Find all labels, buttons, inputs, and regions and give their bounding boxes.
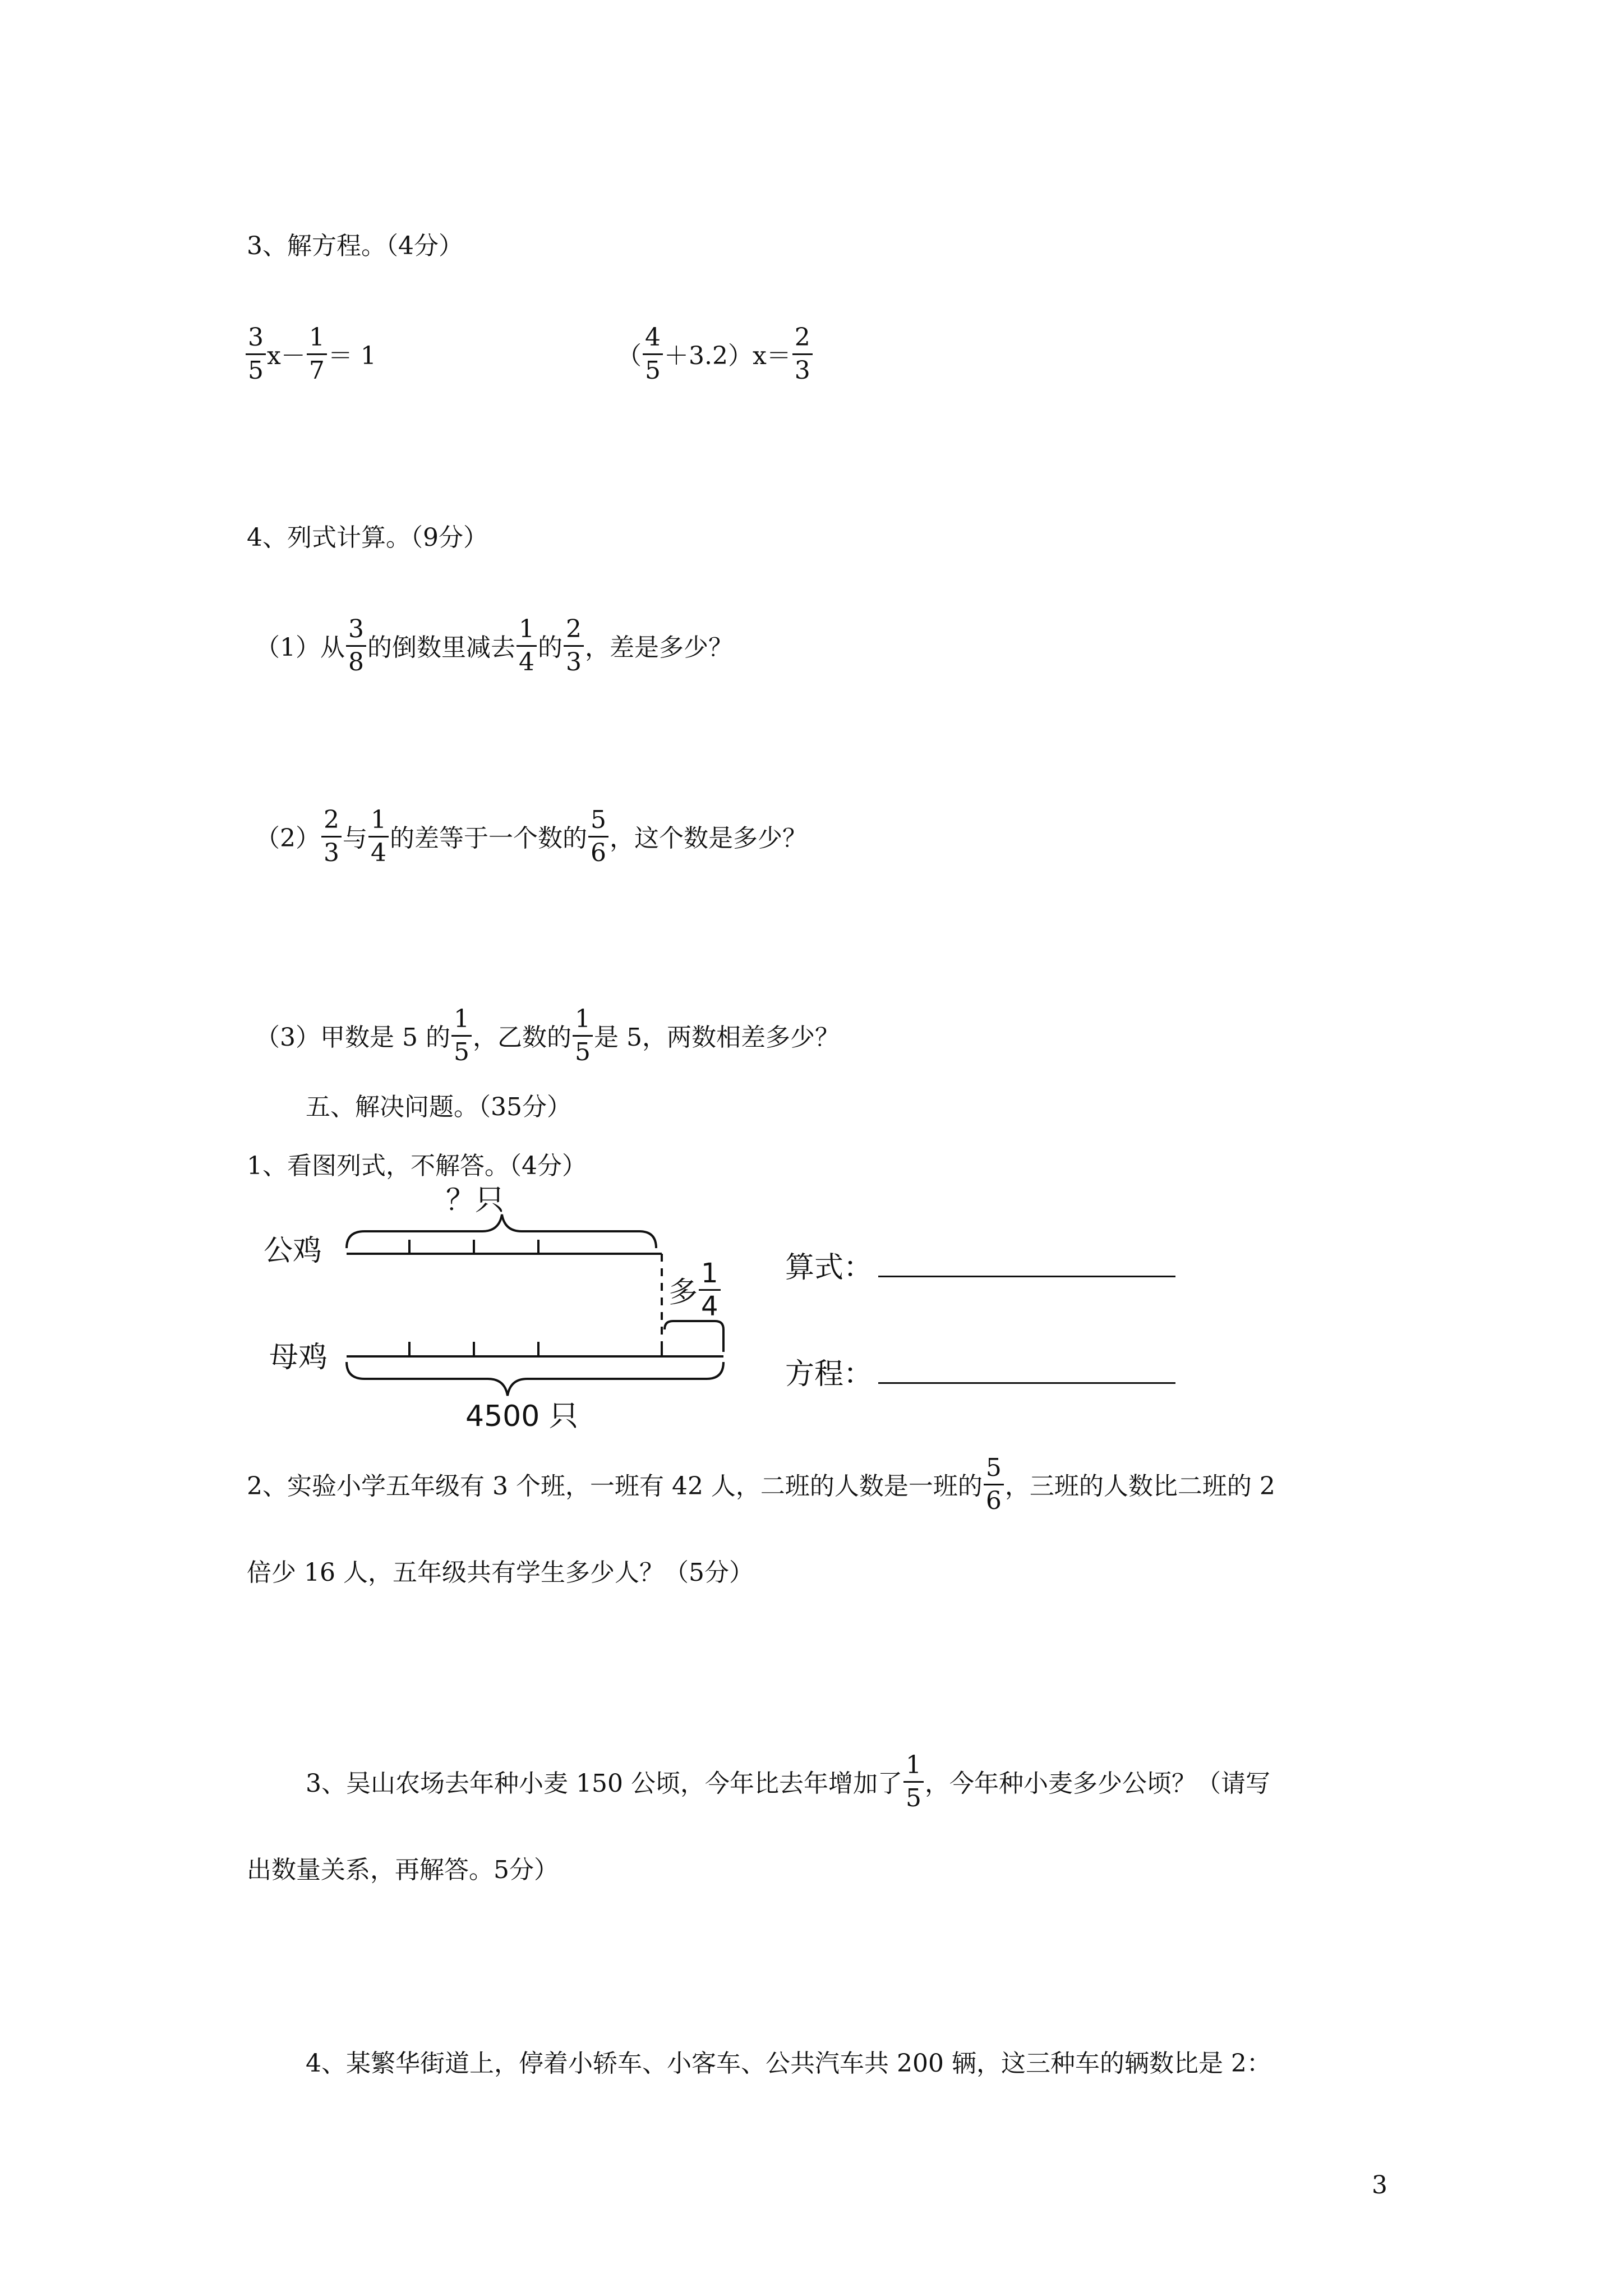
fraction: $\frac{2}{3}$ — [564, 614, 584, 678]
fraction: $\frac{1}{7}$ — [307, 322, 327, 386]
line-segment-diagram — [247, 1184, 1032, 1442]
formula-answer — [785, 1251, 1175, 1285]
equation-answer — [785, 1358, 1175, 1391]
fraction: $\frac{3}{5}$ — [246, 322, 266, 386]
equation-label: 方程： — [785, 1358, 873, 1391]
fraction: $\frac{1}{5}$ — [573, 1004, 593, 1068]
more-label: 多 $\frac{1}{4}$ — [668, 1262, 722, 1327]
problem-4-line-1: 4、某繁华街道上，停着小轿车、小客车、公共汽车共 200 辆，这三种车的辆数比是 2： — [306, 2049, 1271, 2078]
q3-equation-2: （ $\frac{4}{5}$ ＋3.2）x＝ $\frac{2}{3}$ — [617, 325, 814, 390]
formula-label: 算式： — [785, 1251, 873, 1285]
equation-blank[interactable] — [878, 1360, 1175, 1384]
q4-part-1: （1）从 $\frac{3}{8}$ 的倒数里减去 $\frac{1}{4}$ 的 $\frac{2}{3}$ ，差是多少？ — [255, 617, 733, 682]
diagram-lines — [247, 1184, 1032, 1442]
fraction: $\frac{1}{5}$ — [451, 1004, 472, 1068]
q4-part-3: （3）甲数是 5 的 $\frac{1}{5}$ ，乙数的 $\frac{1}{5}$ 是 5，两数相差多少？ — [255, 1007, 840, 1071]
fraction: $\frac{1}{4}$ — [699, 1258, 721, 1322]
fraction: $\frac{1}{4}$ — [517, 614, 537, 678]
fraction: $\frac{3}{8}$ — [346, 614, 366, 678]
bottom-brace — [347, 1362, 723, 1396]
q4-title: 4、列式计算。（9分） — [247, 523, 488, 552]
top-brace — [347, 1214, 656, 1248]
fraction: $\frac{1}{5}$ — [903, 1750, 924, 1814]
problem-2-line-2: 倍少 16 人，五年级共有学生多少人？（5分） — [247, 1558, 754, 1587]
page-number: 3 — [1372, 2171, 1387, 2200]
problem-3-line-1: 3、吴山农场去年种小麦 150 公顷，今年比去年增加了 $\frac{1}{5}$ ，今年种小麦多少公顷？（请写 — [306, 1753, 1270, 1818]
top-label: ？只 — [446, 1184, 505, 1217]
fraction: $\frac{5}{6}$ — [984, 1452, 1004, 1517]
fraction: $\frac{2}{3}$ — [321, 804, 342, 869]
formula-blank[interactable] — [878, 1253, 1175, 1277]
fraction: $\frac{2}{3}$ — [792, 322, 813, 386]
rooster-label: 公鸡 — [264, 1234, 322, 1268]
q3-equation-1: $\frac{3}{5}$ x－ $\frac{1}{7}$ ＝ 1 — [245, 325, 376, 390]
q4-part-2: （2） $\frac{2}{3}$ 与 $\frac{1}{4}$ 的差等于一个数的 $\frac{5}{6}$ ，这个数是多少？ — [255, 808, 807, 872]
fraction: $\frac{1}{4}$ — [368, 804, 389, 869]
section-5-title: 五、解决问题。（35分） — [306, 1093, 571, 1121]
bottom-label: 4500 只 — [465, 1400, 578, 1433]
q3-title: 3、解方程。（4分） — [247, 232, 463, 260]
problem-2-line-1: 2、实验小学五年级有 3 个班，一班有 42 人，二班的人数是一班的 $\frac{5}{6}$ ，三班的人数比二班的 2 — [247, 1456, 1275, 1520]
fraction: $\frac{4}{5}$ — [643, 322, 663, 386]
fraction: $\frac{5}{6}$ — [588, 804, 608, 869]
problem-3-line-2: 出数量关系，再解答。5分） — [247, 1856, 559, 1884]
hen-label: 母鸡 — [269, 1341, 328, 1374]
problem-1-title: 1、看图列式，不解答。（4分） — [247, 1152, 587, 1180]
